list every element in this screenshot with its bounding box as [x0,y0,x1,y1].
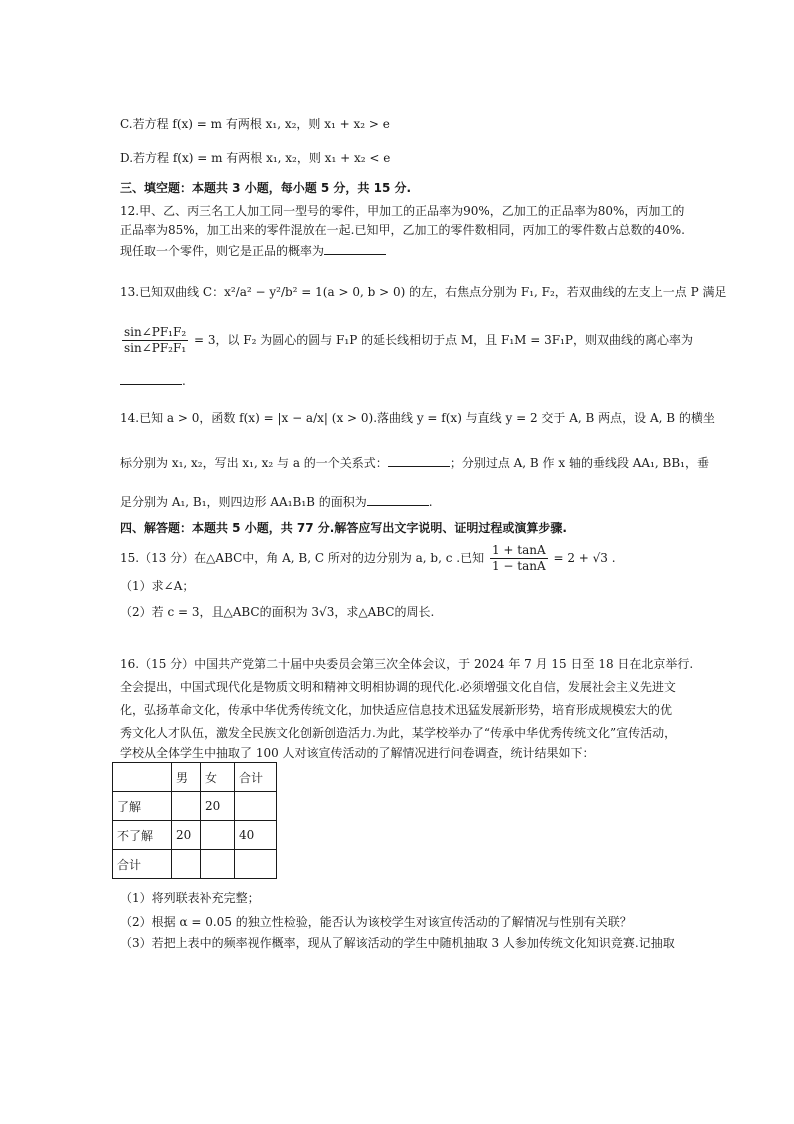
fraction-denominator: sin∠PF₂F₁ [124,341,187,355]
q14-text-a: 标分别为 x₁, x₂，写出 x₁, x₂ 与 a 的一个关系式： [120,456,388,470]
table-cell [172,850,201,879]
q16-line-1: 16.（15 分）中国共产党第二十届中央委员会第三次全体会议，于 2024 年 7 月 15 日至 18 日在北京举行. [120,657,694,671]
q16-line-5: 学校从全体学生中抽取了 100 人对该宣传活动的了解情况进行问卷调查，统计结果如下： [120,746,595,760]
q16-part-1: （1）将列联表补充完整； [120,891,260,905]
q14-line-3 [120,493,433,510]
q13-line-1: 13.已知双曲线 C：x²/a² − y²/b² = 1(a > 0, b > 0) 的左，右焦点分别为 F₁, F₂，若双曲线的左支上一点 P 满足 [120,285,727,299]
option-d: D.若方程 f(x) = m 有两根 x₁, x₂，则 x₁ + x₂ < e [120,151,391,165]
fraction-denominator: 1 − tanA [491,559,546,573]
q13-line-2 [120,325,693,356]
q16-part-2: （2）根据 α = 0.05 的独立性检验，能否认为该校学生对该宣传活动的了解情况与性别有关联？ [120,915,632,929]
q16-line-3: 化，弘扬革命文化，传承中华优秀传统文化，加快适应信息技术迅猛发展新形势，培育形成规模宏大的优 [120,703,673,717]
table-cell: 合计 [113,850,172,879]
table-cell: 了解 [113,792,172,821]
table-cell: 20 [172,821,201,850]
table-cell [235,850,277,879]
q16-line-2: 全会提出，中国式现代化是物质文明和精神文明相协调的现代化.必须增强文化自信，发展社会主义先进文 [120,680,676,694]
q12-line-1: 12.甲、乙、丙三名工人加工同一型号的零件，甲加工的正品率为90%，乙加工的正品率为80%，丙加工的 [120,204,685,218]
q16-part-3: （3）若把上表中的频率视作概率，现从了解该活动的学生中随机抽取 3 人参加传统文化知识竞赛.记抽取 [120,936,675,950]
contingency-table [112,762,277,879]
table-cell [201,821,235,850]
answer-blank [324,242,386,255]
answer-blank [388,454,450,467]
option-c: C.若方程 f(x) = m 有两根 x₁, x₂，则 x₁ + x₂ > e [120,117,390,131]
table-cell: 20 [201,792,235,821]
sine-ratio-fraction [122,325,188,356]
table-header-cell: 合计 [235,763,277,792]
table-header-cell: 女 [201,763,235,792]
table-row [113,850,277,879]
fraction-numerator: 1 + tanA [491,543,546,557]
q12-line-2: 正品率为85%，加工出来的零件混放在一起.已知甲，乙加工的零件数相同，丙加工的零件数占总数的40%. [120,223,685,237]
table-cell [172,792,201,821]
q12-line-3 [120,242,386,259]
tan-fraction [490,543,548,574]
q14-text-b: ；分别过点 A, B 作 x 轴的垂线段 AA₁, BB₁，垂 [449,456,709,470]
q15-part-2: （2）若 c = 3，且△ABC的面积为 3√3，求△ABC的周长. [120,605,435,619]
table-row [113,792,277,821]
q14-line-2 [120,454,709,471]
section-4-title: 四、解答题：本题共 5 小题，共 77 分.解答应写出文字说明、证明过程或演算步骤. [120,521,567,535]
q12-text: 现任取一个零件，则它是正品的概率为 [120,244,325,258]
table-row [113,821,277,850]
q14-line-1: 14.已知 a > 0，函数 f(x) = |x − a/x| (x > 0).落曲线 y = f(x) 与直线 y = 2 交于 A, B 两点，设 A, B 的横坐 [120,411,715,425]
q14-text-c: 足分别为 A₁, B₁，则四边形 AA₁B₁B 的面积为 [120,495,367,509]
q15-text-a: 15.（13 分）在△ABC中，角 A, B, C 所对的边分别为 a, b, c .已知 [120,551,485,565]
q14-text-d: . [428,495,433,509]
answer-blank [367,493,429,506]
q13-line-3: . [120,372,186,389]
table-header-cell: 男 [172,763,201,792]
answer-blank [120,372,182,385]
q16-line-4: 秀文化人才队伍，激发全民族文化创新创造活力.为此，某学校举办了“传承中华优秀传统文化”宣传活动， [120,726,677,740]
table-cell: 40 [235,821,277,850]
table-header-row [113,763,277,792]
table-cell: 不了解 [113,821,172,850]
table-header-cell [113,763,172,792]
q13-text: = 3，以 F₂ 为圆心的圆与 F₁P 的延长线相切于点 M，且 F₁M = 3F₁P，则双曲线的离心率为 [193,333,693,347]
q15-stem [120,543,616,574]
table-cell [201,850,235,879]
q15-part-1: （1）求∠A； [120,579,195,593]
table-cell [235,792,277,821]
q15-text-b: = 2 + √3 . [553,551,616,565]
fraction-numerator: sin∠PF₁F₂ [124,325,187,339]
section-3-title: 三、填空题：本题共 3 小题，每小题 5 分，共 15 分. [120,181,412,195]
